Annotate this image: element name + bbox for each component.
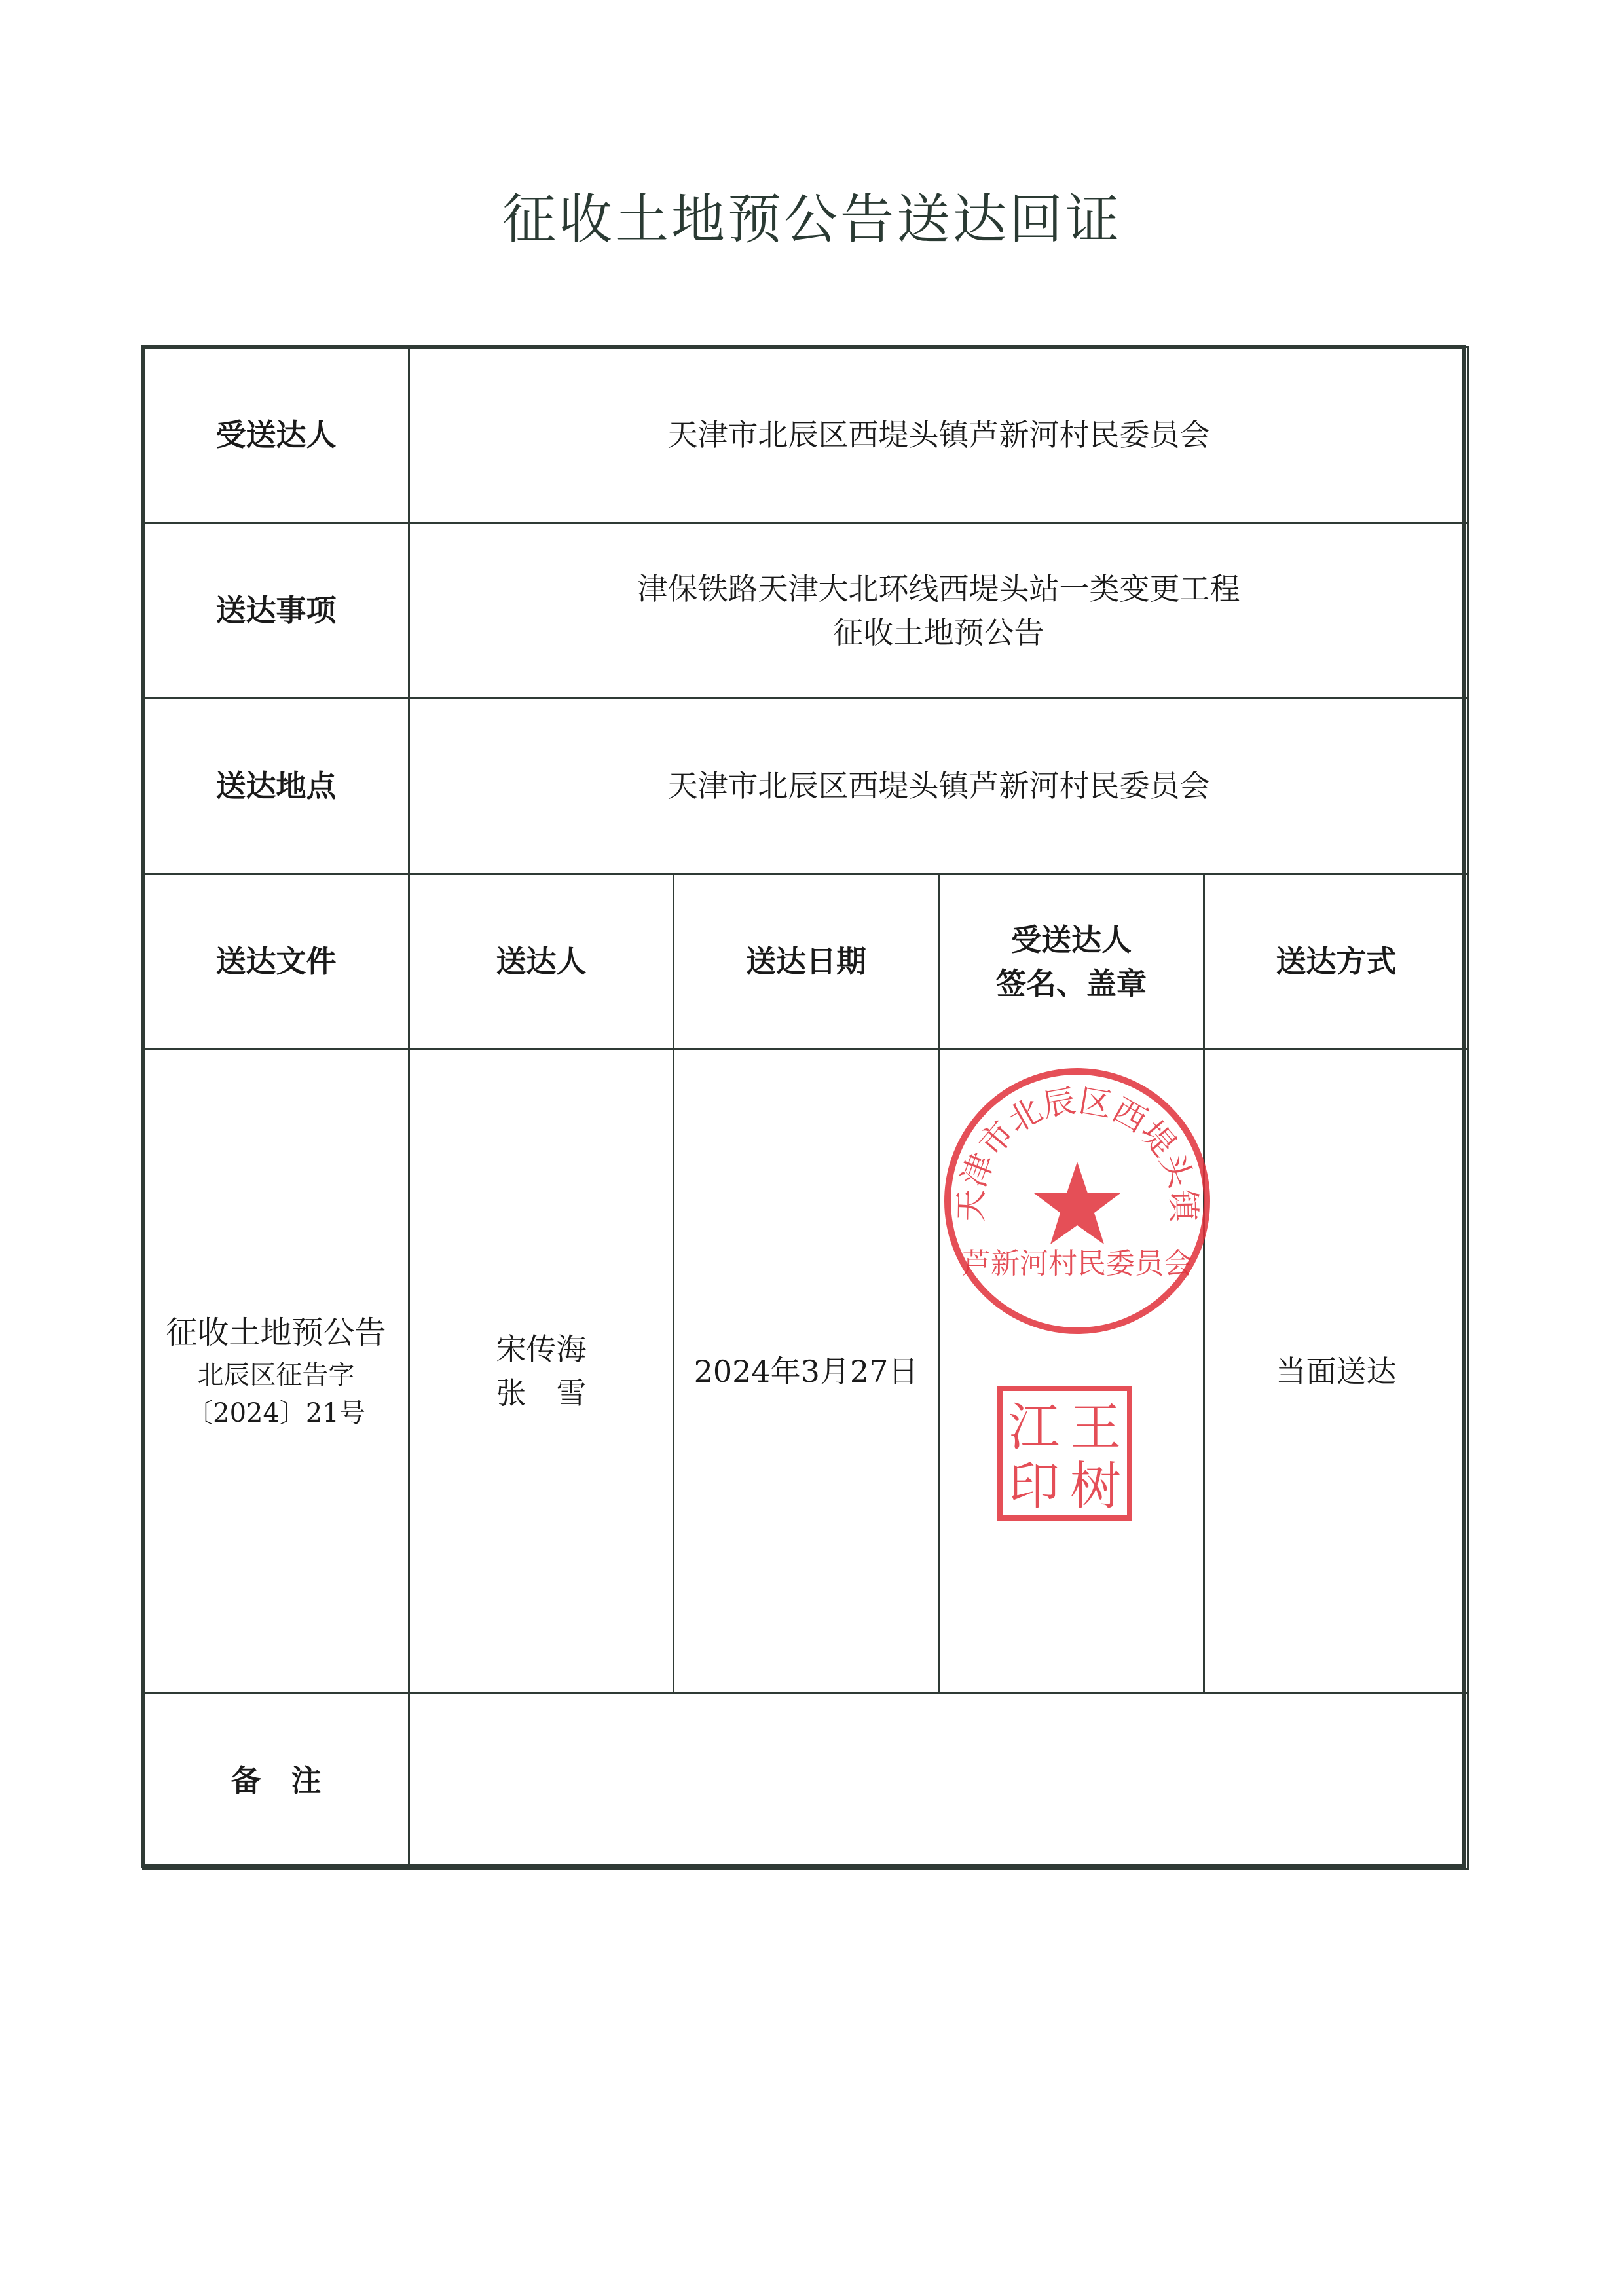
- place-label: 送达地点: [143, 699, 409, 874]
- seal-area: [940, 1050, 1203, 1692]
- record-doc-line-1: 征收土地预公告: [166, 1314, 386, 1352]
- header-sign-line-1: 受送达人: [1011, 921, 1132, 957]
- header-doc: 送达文件: [143, 874, 409, 1050]
- record-signature: [939, 1050, 1204, 1694]
- header-server: 送达人: [409, 874, 674, 1050]
- header-sign-line-2: 签名、盖章: [996, 965, 1147, 1001]
- record-doc-line-3: 〔2024〕21号: [187, 1398, 365, 1428]
- record-doc: [143, 1050, 409, 1694]
- recipient-value: 天津市北辰区西堤头镇芦新河村民委员会: [409, 348, 1469, 523]
- header-date: 送达日期: [674, 874, 939, 1050]
- service-receipt-table: [142, 346, 1469, 1870]
- personal-seal-char: 树: [1069, 1457, 1122, 1516]
- personal-seal-char: 印: [1008, 1457, 1060, 1516]
- record-row: [143, 1050, 1469, 1694]
- matter-value: [409, 523, 1469, 699]
- record-server: [409, 1050, 674, 1694]
- personal-seal-icon: [996, 1384, 1134, 1522]
- remarks-value: [409, 1694, 1469, 1869]
- seal-star-icon: [1034, 1162, 1120, 1244]
- column-header-row: [143, 874, 1469, 1050]
- matter-row: [143, 523, 1469, 699]
- official-seal-icon: [933, 1057, 1221, 1345]
- page-title: 征收土地预公告送达回证: [502, 189, 1122, 251]
- recipient-row: [143, 348, 1469, 523]
- remarks-row: [143, 1694, 1469, 1869]
- record-server-line-1: 宋传海: [496, 1331, 587, 1367]
- matter-line-2: 征收土地预公告: [833, 614, 1044, 650]
- place-value: 天津市北辰区西堤头镇芦新河村民委员会: [409, 699, 1469, 874]
- record-doc-line-2: 北辰区征告字: [197, 1360, 355, 1390]
- record-method: 当面送达: [1204, 1050, 1469, 1694]
- header-method: 送达方式: [1204, 874, 1469, 1050]
- remarks-label: 备 注: [143, 1694, 409, 1869]
- header-sign: [939, 874, 1204, 1050]
- record-date: 2024年3月27日: [674, 1050, 939, 1694]
- seal-bottom-text: 芦新河村民委员会: [962, 1247, 1192, 1280]
- matter-label: 送达事项: [143, 523, 409, 699]
- personal-seal-char: 王: [1069, 1398, 1122, 1457]
- recipient-label: 受送达人: [143, 348, 409, 523]
- matter-line-1: 津保铁路天津大北环线西堤头站一类变更工程: [637, 570, 1240, 606]
- record-server-line-2: 张 雪: [496, 1375, 587, 1411]
- place-row: [143, 699, 1469, 874]
- seal-arc-text: 天津市北辰区西堤头镇: [951, 1081, 1203, 1223]
- personal-seal-char: 江: [1008, 1398, 1060, 1457]
